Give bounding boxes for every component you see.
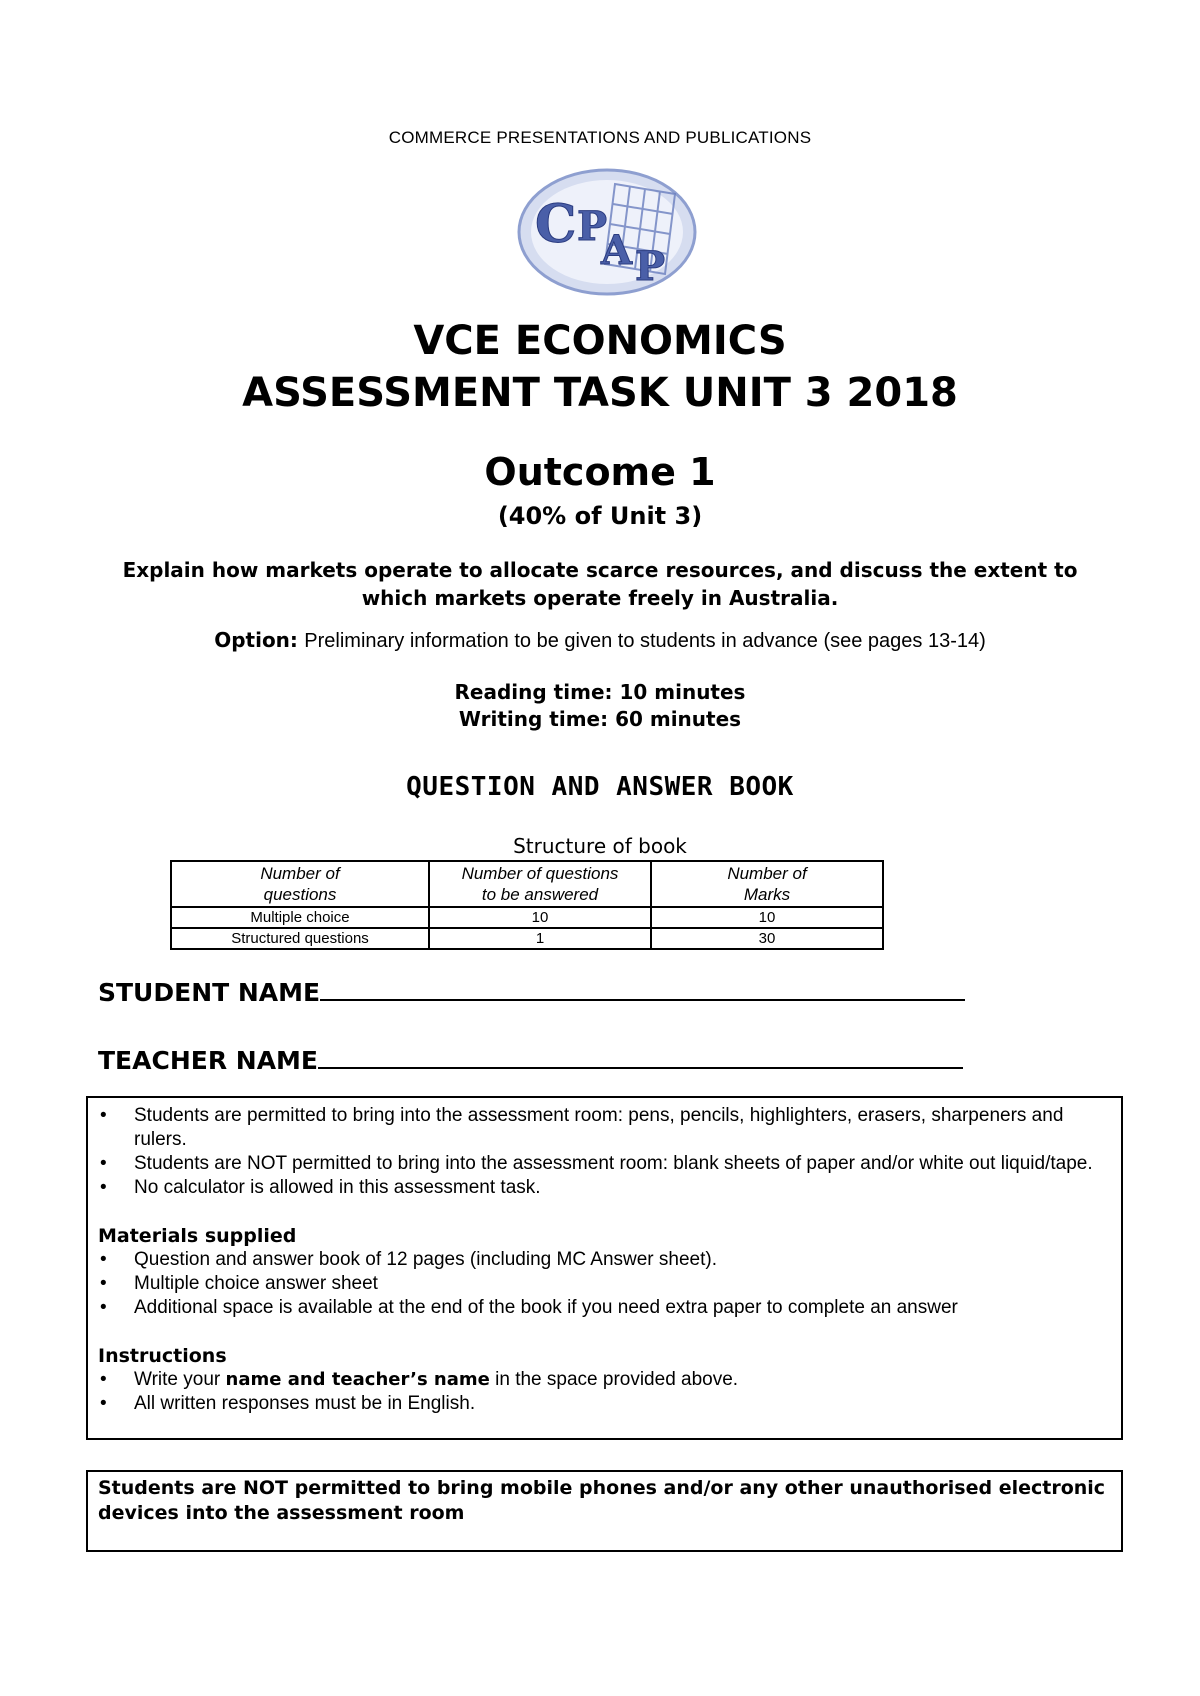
list-item: • Students are permitted to bring into the assessment room: pens, pencils, highlighters, erasers, sharpeners and rulers.	[98, 1104, 1111, 1152]
structure-caption: Structure of book	[513, 834, 687, 858]
publisher-name: COMMERCE PRESENTATIONS AND PUBLICATIONS	[388, 128, 812, 147]
title-line-1: VCE ECONOMICS	[413, 318, 787, 364]
objective-line-1: Explain how markets operate to allocate scarce resources, and discuss the extent to	[122, 558, 1078, 582]
structure-table	[170, 860, 884, 950]
list-item: • No calculator is allowed in this assessment task.	[98, 1176, 1111, 1200]
list-item: • Multiple choice answer sheet	[98, 1272, 1111, 1296]
mobile-phones-notice: Students are NOT permitted to bring mobile phones and/or any other unauthorised electronic devices into the assessment room	[86, 1470, 1123, 1552]
table-row	[171, 907, 883, 928]
book-title: QUESTION AND ANSWER BOOK	[406, 772, 794, 802]
svg-text:P: P	[577, 203, 608, 250]
svg-text:P: P	[635, 243, 666, 290]
objective-line-2: which markets operate freely in Australia.	[361, 586, 839, 610]
rules-box	[86, 1096, 1123, 1440]
materials-heading: Materials supplied	[98, 1225, 297, 1247]
option-note	[0, 628, 1200, 653]
header-questions-to-answer: Number of questions to be answered	[429, 861, 651, 907]
unit-weight: (40% of Unit 3)	[497, 502, 703, 530]
option-text: Preliminary information to be given to students in advance (see pages 13-14)	[304, 630, 986, 652]
list-item: • Question and answer book of 12 pages (including MC Answer sheet).	[98, 1248, 1111, 1272]
table-cell: 1	[429, 928, 651, 949]
teacher-name-field	[98, 1043, 963, 1075]
instructions-list	[98, 1368, 1111, 1416]
student-name-blank[interactable]	[320, 975, 965, 1001]
reading-time: Reading time: 10 minutes	[454, 680, 746, 704]
title-line-2: ASSESSMENT TASK UNIT 3 2018	[242, 370, 958, 416]
table-cell: 30	[651, 928, 883, 949]
header-number-of-marks: Number of Marks	[651, 861, 883, 907]
table-cell: Structured questions	[171, 928, 429, 949]
table-row	[171, 928, 883, 949]
list-item: • Students are NOT permitted to bring into the assessment room: blank sheets of paper and/or white out liquid/tape.	[98, 1152, 1111, 1176]
instructions-heading: Instructions	[98, 1345, 227, 1367]
table-cell: Multiple choice	[171, 907, 429, 928]
permitted-items-list	[98, 1104, 1111, 1200]
student-name-label: STUDENT NAME	[98, 978, 321, 1007]
student-name-field	[98, 975, 965, 1007]
table-cell: 10	[651, 907, 883, 928]
list-item: • Write your name and teacher’s name in the space provided above.	[98, 1368, 1111, 1392]
writing-time: Writing time: 60 minutes	[458, 707, 742, 731]
teacher-name-blank[interactable]	[318, 1043, 963, 1069]
outcome-description	[0, 556, 1200, 612]
header-number-of-questions: Number of questions	[171, 861, 429, 907]
cpap-logo	[515, 164, 699, 300]
outcome-heading: Outcome 1	[484, 450, 716, 494]
list-item: • Additional space is available at the end of the book if you need extra paper to complete an answer	[98, 1296, 1111, 1320]
list-item: • All written responses must be in English.	[98, 1392, 1111, 1416]
option-label: Option:	[214, 628, 298, 652]
svg-text:C: C	[535, 194, 577, 255]
teacher-name-label: TEACHER NAME	[98, 1046, 319, 1075]
materials-list	[98, 1248, 1111, 1320]
table-cell: 10	[429, 907, 651, 928]
svg-text:A: A	[601, 227, 633, 274]
table-header-row	[171, 861, 883, 907]
